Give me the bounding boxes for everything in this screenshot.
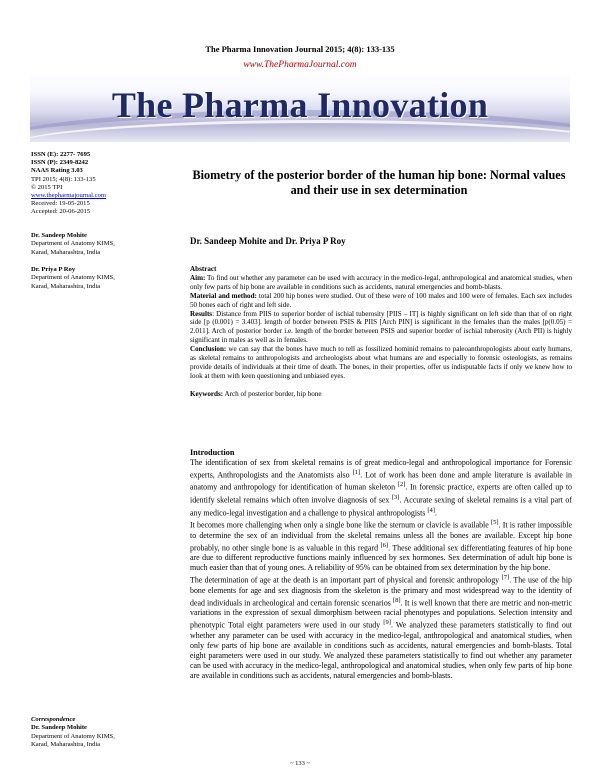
keywords bbox=[190, 390, 572, 399]
citation-ref[interactable]: [8] bbox=[392, 596, 401, 604]
journal-citation-header: The Pharma Innovation Journal 2015; 4(8): 133-135 bbox=[205, 44, 395, 54]
accepted-date: Accepted: 20-06-2015 bbox=[31, 208, 91, 216]
issn-p: ISSN (P): 2349-8242 bbox=[31, 159, 89, 167]
abstract-conclusion bbox=[190, 345, 572, 381]
abstract-results bbox=[190, 310, 572, 346]
banner-title: The Pharma Innovation bbox=[111, 85, 489, 125]
correspondence-heading: Correspondence bbox=[31, 716, 76, 723]
citation-ref[interactable]: [7] bbox=[501, 574, 510, 582]
received-date: Received: 19-05-2015 bbox=[31, 200, 90, 208]
introduction-heading: Introduction bbox=[190, 448, 235, 457]
issn-e: ISSN (E): 2277- 7695 bbox=[31, 151, 91, 158]
intro-text: The identification of sex from skeletal remains is of great medico-legal and anthropological importance for Forensic experts, Anthropologists and the Anatomists also bbox=[190, 457, 572, 480]
tpi-citation: TPI 2015; 4(8): 133-135 bbox=[31, 175, 96, 183]
method-text: total 200 hip bones were studied. Out of these were of 100 males and 100 were of females. Each sex includes 50 bones each of right and left side. bbox=[190, 291, 572, 309]
author-affiliation-2 bbox=[31, 266, 171, 291]
author-name: Dr. Sandeep Mohite bbox=[31, 232, 87, 239]
keywords-label: Keywords: bbox=[190, 389, 224, 398]
abstract-section bbox=[190, 265, 572, 399]
citation-ref[interactable]: [2] bbox=[397, 481, 406, 489]
citation-ref[interactable]: [4] bbox=[427, 506, 435, 514]
aim-label: Aim: bbox=[190, 273, 206, 282]
author-name: Dr. Priya P Roy bbox=[31, 266, 76, 273]
author-department: Department of Anatomy KIMS, bbox=[31, 240, 115, 248]
results-text: : Distance from PIIS to superior border of ischial tuberosity [PIIS – IT] is highly significant on left side than that of on right side [p (0.001) = 3.403]. length of border between PSIS & PIIS [Arch PIN] is significant in the females than the males [p(0.05) = 2.011]. Arch of posterior border i.e. length of the border between PSIS and superior border of ischial tuberosity (Arch PII) is highly significant in males as well as in females. bbox=[190, 309, 572, 345]
citation-ref[interactable]: [9] bbox=[383, 619, 391, 627]
intro-text: . The use of the hip bone elements for age and sex diagnosis from the skeleton is the primary and most widespread way to the identity of dead individuals in archeological and certain forensic scenarios bbox=[190, 575, 572, 608]
citation-ref[interactable]: [1] bbox=[352, 468, 361, 476]
abstract-aim bbox=[190, 274, 572, 292]
intro-text: . Accurate sexing of skeletal remains is a vital part of any medico-legal investigation and a challenge to physical anthropologists bbox=[190, 495, 572, 518]
author-location: Karad, Maharashtra, India bbox=[31, 282, 101, 290]
author-department: Department of Anatomy KIMS, bbox=[31, 274, 115, 282]
copyright: © 2015 TPI bbox=[31, 183, 63, 191]
correspondence-department: Department of Anatomy KIMS, bbox=[31, 732, 115, 740]
intro-text: . We analyzed these parameters statistically to find out whether any parameter can be used with accuracy in the medico-legal, anthropological and anatomical studies, when only few parts of hip bone are available in conditions such as accidents, natural emergencies and bomb-blasts. Total eight parameters were used in our study. We analyzed these parameters statistically to find out whether any parameter can be used with accuracy in the medico-legal, anthropological and anatomical studies, when only few parts of hip bone are available in conditions such as accidents, natural emergencies and bomb-blasts. bbox=[190, 620, 572, 680]
journal-website-link[interactable]: www.ThePharmaJournal.com bbox=[243, 60, 357, 70]
aim-text: To find out whether any parameter can be used with accuracy in the medico-legal, anthropological and anatomical studies, when only few parts of hip bone are available in conditions such as accidents, natural emergencies and bomb-blasts. bbox=[190, 273, 572, 291]
article-meta bbox=[31, 151, 171, 217]
intro-text: . Lot of work has been done and ample literature is available in anatomy and anthropology for identification of human skeleton bbox=[190, 470, 572, 493]
author-affiliation-1 bbox=[31, 232, 171, 257]
intro-paragraph-3 bbox=[190, 573, 572, 680]
introduction-section bbox=[190, 448, 572, 681]
conclusion-label: Conclusion: bbox=[190, 345, 227, 354]
naas-rating: NAAS Rating 3.03 bbox=[31, 167, 83, 175]
abstract-method bbox=[190, 292, 572, 310]
article-authors: Dr. Sandeep Mohite and Dr. Priya P Roy bbox=[190, 236, 346, 246]
intro-text: . It is rather impossible to determine the sex of an individual from the skeletal remains unless all the bones are available. Except hip bone probably, no other single bone is as valuable in this regard bbox=[190, 520, 572, 553]
intro-text: . In forensic practice, experts are often called up to identify skeletal remains which often involve diagnosis of sex bbox=[190, 483, 572, 505]
page-number: ~ 133 ~ bbox=[289, 760, 311, 767]
intro-paragraph-2 bbox=[190, 518, 572, 573]
intro-text: . bbox=[434, 508, 437, 518]
author-location: Karad, Maharashtra, India bbox=[31, 248, 101, 256]
results-label: Results bbox=[190, 309, 213, 318]
method-label: Material and method: bbox=[190, 291, 257, 300]
intro-text: The determination of age at the death is an important part of physical and forensic anthropology bbox=[190, 575, 502, 585]
journal-banner bbox=[30, 72, 570, 142]
conclusion-text: we can say that the bones have much to tell as fossilized hominid remains to paleoanthropologists about early humans, as skeletal remains to anthropologists and archeologists about what humans are and especially to forensic osteologists, as remains provide details of individuals at their time of death. The bones, in their properties, offer us indisputable facts if only we knew how to look at them with keen questioning and unbiased eyes. bbox=[190, 345, 572, 380]
citation-ref[interactable]: [3] bbox=[391, 494, 400, 502]
journal-url-link[interactable]: www.thepharmajournal.com bbox=[31, 192, 107, 200]
intro-text: It becomes more challenging when only a single bone like the sternum or clavicle is available bbox=[190, 520, 491, 530]
citation-ref[interactable]: [6] bbox=[380, 541, 389, 549]
abstract-heading: Abstract bbox=[190, 265, 217, 273]
intro-text: . These additional sex differentiating features of hip bone are due to different reproductive functions mainly influenced by sex hormones. Sex determination of adult hip bone is much easier than that of young ones. A reliability of 95% can be obtained from sex determination by the hip bone. bbox=[190, 543, 572, 573]
correspondence-name: Dr. Sandeep Mohite bbox=[31, 724, 87, 732]
intro-text: . It is well known that there are metric and non-metric variations in the expression of sexual dimorphism between racial phenotypes and populations. Selection intensity and phenotypic Total eight parameters were used in our study bbox=[190, 598, 573, 630]
intro-paragraph-1 bbox=[190, 458, 572, 518]
citation-ref[interactable]: [5] bbox=[490, 519, 499, 527]
correspondence-block bbox=[31, 716, 171, 750]
article-title: Biometry of the posterior border of the human hip bone: Normal values and their use in sex determination bbox=[192, 168, 566, 197]
keywords-text: Arch of posterior border, hip bone bbox=[223, 389, 322, 398]
correspondence-location: Karad, Maharashtra, India bbox=[31, 741, 101, 749]
